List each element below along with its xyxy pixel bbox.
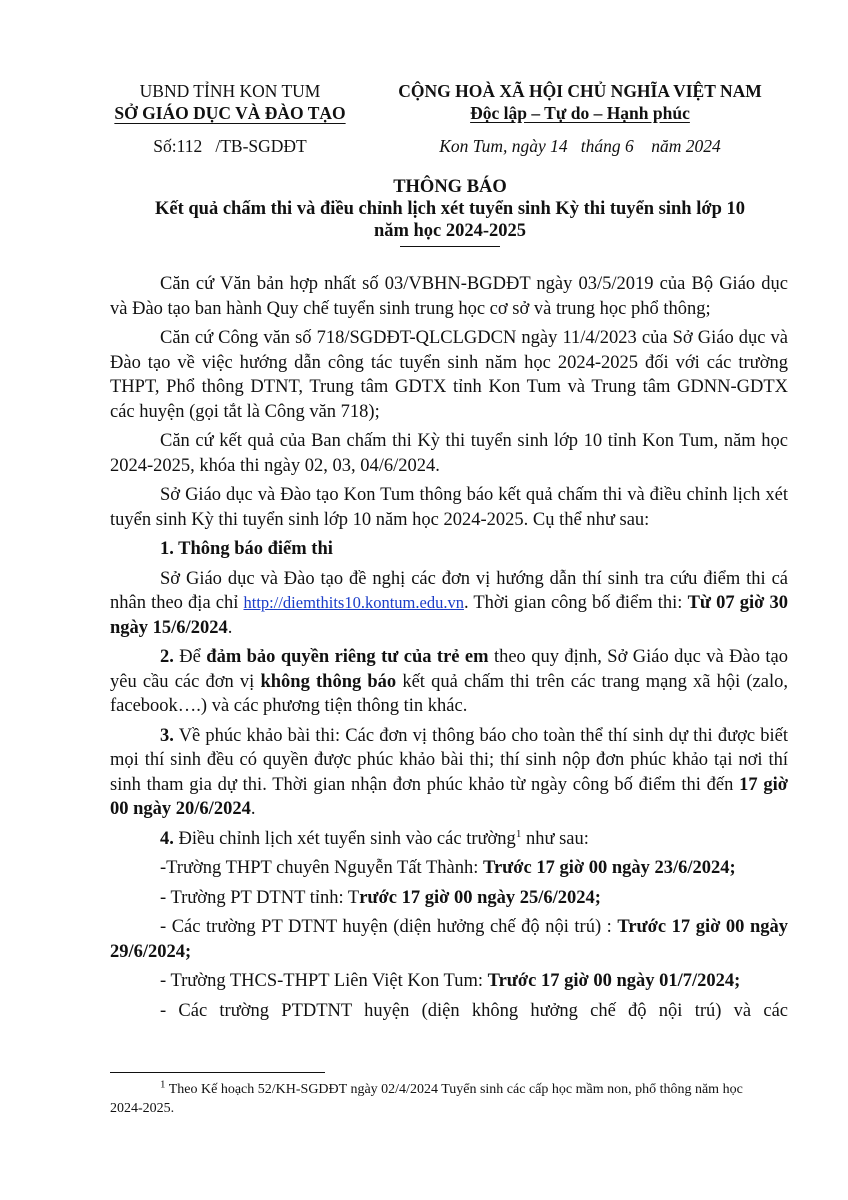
schedule-item-text: - Các trường PT DTNT huyện (diện hưởng chế độ nội trú) : — [160, 917, 618, 937]
s2-text-c: kết quả chấm thi trên các trang mạng xã hội (zalo, facebook….) và các phương tiện thông tin khác. — [110, 671, 788, 716]
s4-text: Điều chỉnh lịch xét tuyển sinh vào các trường — [173, 828, 516, 849]
document-type: THÔNG BÁO — [393, 177, 507, 197]
doc-number-label: Số: — [153, 136, 177, 156]
s1-text: Sở Giáo dục và Đào tạo đề nghị các đơn vị hướng dẫn thí sinh tra cứu điểm thi cá nhân theo địa chỉ — [110, 568, 788, 613]
schedule-item — [110, 886, 788, 911]
s2-text-a: Để — [173, 647, 207, 667]
authority-name: UBND TỈNH KON TUM — [139, 81, 321, 101]
s1-publish-time: Từ 07 giờ 30 ngày 15/6/2024 — [110, 593, 788, 638]
schedule-item — [110, 999, 788, 1024]
s1-end: . — [227, 617, 233, 638]
national-motto — [370, 102, 790, 124]
schedule-item — [110, 915, 788, 964]
schedule-item-text: - Trường PT DTNT tỉnh: T — [160, 887, 360, 908]
country-name: CỘNG HOÀ XÃ HỘI CHỦ NGHĨA VIỆT NAM — [398, 81, 762, 101]
document-body — [110, 272, 788, 1028]
section-3 — [110, 724, 788, 822]
doc-number: 112 — [176, 136, 203, 156]
document-subject-line2: năm học 2024-2025 — [373, 221, 527, 241]
footnote-divider — [110, 1072, 325, 1073]
s4-number: 4. — [160, 828, 174, 849]
schedule-item-deadline: Trước 17 giờ 00 ngày 23/6/2024; — [483, 858, 736, 878]
section-1-text — [110, 567, 788, 641]
section-1-heading: 1. Thông báo điểm thi — [160, 539, 333, 559]
s3-deadline: 17 giờ 00 ngày 20/6/2024 — [110, 774, 788, 819]
schedule-item-text: - Trường THCS-THPT Liên Việt Kon Tum: — [160, 971, 488, 991]
schedule-item-deadline: rước 17 giờ 00 ngày 25/6/2024; — [359, 887, 601, 908]
s2-bold-2: không thông báo — [260, 671, 397, 692]
section-4 — [110, 827, 788, 852]
document-subject-line1: Kết quả chấm thi và điều chỉnh lịch xét tuyển sinh Kỳ thi tuyển sinh lớp 10 — [154, 199, 746, 219]
intro-paragraph: Sở Giáo dục và Đào tạo Kon Tum thông báo kết quả chấm thi và điều chỉnh lịch xét tuyển sinh Kỳ thi tuyển sinh lớp 10 năm học 2024-2025. Cụ thể như sau: — [110, 485, 788, 530]
schedule-item-text: - Các trường PTDTNT huyện (diện không hưởng chế độ nội trú) và các — [160, 1000, 788, 1021]
schedule-item-text: -Trường THPT chuyên Nguyễn Tất Thành: — [160, 858, 483, 878]
department-name — [100, 102, 360, 124]
document-title — [110, 176, 790, 247]
s3-text: Về phúc khảo bài thi: Các đơn vị thông báo cho toàn thể thí sinh dự thi được biết mọi thí sinh đều có quyền được phúc khảo bài thi; thí sinh nộp đơn phúc khảo tại nơi thí sinh tham gia dự thi. Thời gian nhận đơn phúc khảo từ ngày công bố điểm thi đến — [110, 725, 788, 795]
s4-text-b: như sau: — [521, 828, 589, 849]
schedule-item-deadline: Trước 17 giờ 00 ngày 29/6/2024; — [110, 917, 788, 962]
legal-basis-3: Căn cứ kết quả của Ban chấm thi Kỳ thi tuyển sinh lớp 10 tỉnh Kon Tum, năm học 2024-2025, khóa thi ngày 02, 03, 04/6/2024. — [110, 431, 788, 476]
s1-text-b: . Thời gian công bố điểm thi: — [463, 593, 688, 613]
schedule-item — [110, 856, 788, 881]
footnote-text: Theo Kế hoạch 52/KH-SGDĐT ngày 02/4/2024 Tuyển sinh các cấp học mầm non, phổ thông năm học 2024-2025. — [110, 1082, 743, 1116]
title-divider — [400, 246, 500, 247]
document-number — [100, 136, 360, 157]
place-date: Kon Tum, ngày 14 tháng 6 năm 2024 — [439, 136, 721, 156]
schedule-item-deadline: Trước 17 giờ 00 ngày 01/7/2024; — [487, 971, 741, 991]
national-header — [370, 80, 790, 157]
issuer-header — [100, 80, 360, 157]
legal-basis-2: Căn cứ Công văn số 718/SGDĐT-QLCLGDCN ngày 11/4/2023 của Sở Giáo dục và Đào tạo về việc hướng dẫn công tác tuyển sinh năm học 2024-2025 đối với các trường THPT, Phổ thông DTNT, Trung tâm GDTX tỉnh Kon Tum và Trung tâm GDNN-GDTX các huyện (gọi tắt là Công văn 718); — [110, 328, 788, 422]
score-lookup-link[interactable]: http://diemthits10.kontum.edu.vn — [243, 593, 464, 612]
department-text: SỞ GIÁO DỤC VÀ ĐÀO TẠO — [114, 103, 346, 123]
footnote-marker: 1 — [160, 1078, 166, 1091]
s3-number: 3. — [160, 725, 174, 746]
legal-basis-1: Căn cứ Văn bản hợp nhất số 03/VBHN-BGDĐT ngày 03/5/2019 của Bộ Giáo dục và Đào tạo ban hành Quy chế tuyển sinh trung học cơ sở và trung học phổ thông; — [110, 274, 788, 319]
doc-code: /TB-SGDĐT — [215, 136, 307, 156]
motto-text: Độc lập – Tự do – Hạnh phúc — [470, 103, 690, 123]
schedule-item — [110, 969, 788, 994]
s3-end: . — [250, 799, 256, 819]
section-2 — [110, 645, 788, 719]
s2-number: 2. — [160, 647, 174, 667]
s2-text-b: theo quy định, Sở Giáo dục và Đào tạo yêu cầu các đơn vị — [110, 647, 788, 692]
footnote — [110, 1080, 770, 1118]
s2-bold-1: đảm bảo quyền riêng tư của trẻ em — [206, 647, 489, 667]
footnote-ref[interactable]: 1 — [515, 827, 522, 840]
